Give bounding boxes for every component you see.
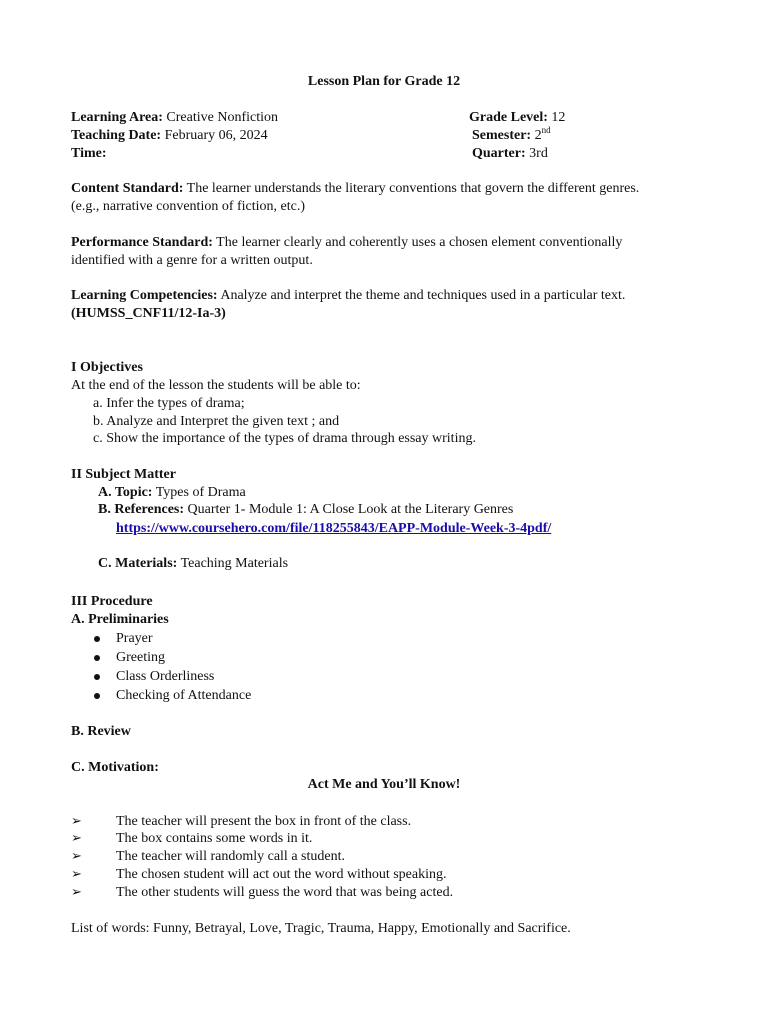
- performance-standard-line2: identified with a genre for a written output.: [71, 253, 313, 268]
- materials: [98, 555, 288, 573]
- arrow-bullet-icon: ➢: [71, 831, 82, 846]
- semester: [472, 127, 551, 145]
- procedure-heading: III Procedure: [71, 594, 153, 609]
- performance-standard-text: The learner clearly and coherently uses a chosen element conventionally: [216, 235, 623, 250]
- preliminaries-heading: A. Preliminaries: [71, 612, 169, 627]
- time-label: Time:: [71, 146, 107, 161]
- semester-value: 2: [534, 128, 542, 143]
- grade-level-value: 12: [551, 110, 566, 125]
- objective-item: c. Show the importance of the types of drama through essay writing.: [93, 431, 476, 446]
- word-list: List of words: Funny, Betrayal, Love, Tragic, Trauma, Happy, Emotionally and Sacrifice.: [71, 921, 571, 936]
- motivation-step: The other students will guess the word that was being acted.: [116, 885, 454, 900]
- content-standard-text: The learner understands the literary conventions that govern the different genres.: [186, 181, 640, 196]
- learning-competencies-text: Analyze and interpret the theme and techniques used in a particular text.: [220, 288, 626, 303]
- quarter-value: 3rd: [529, 146, 548, 161]
- arrow-bullet-icon: ➢: [71, 867, 82, 882]
- references-value: Quarter 1- Module 1: A Close Look at the Literary Genres: [187, 502, 514, 517]
- reference-link-row: [116, 520, 551, 538]
- semester-label: Semester:: [472, 128, 532, 143]
- preliminary-item: Checking of Attendance: [116, 688, 252, 703]
- learning-area-label: Learning Area:: [71, 110, 163, 125]
- document-title: Lesson Plan for Grade 12: [307, 74, 461, 89]
- learning-competencies: [71, 287, 625, 305]
- objective-item: b. Analyze and Interpret the given text ; and: [93, 414, 340, 429]
- teaching-date-value: February 06, 2024: [164, 128, 268, 143]
- topic-value: Types of Drama: [155, 485, 246, 500]
- motivation-step: The chosen student will act out the word without speaking.: [116, 867, 447, 882]
- topic-label: A. Topic:: [98, 485, 153, 500]
- preliminary-item: Class Orderliness: [116, 669, 215, 684]
- quarter-label: Quarter:: [472, 146, 526, 161]
- objective-item: a. Infer the types of drama;: [93, 396, 245, 411]
- motivation-heading: C. Motivation:: [71, 760, 159, 775]
- arrow-bullet-icon: ➢: [71, 814, 82, 829]
- content-standard: [71, 180, 639, 198]
- materials-label: C. Materials:: [98, 556, 178, 571]
- quarter: [472, 145, 548, 163]
- teaching-date-label: Teaching Date:: [71, 128, 162, 143]
- competency-code: (HUMSS_CNF11/12-Ia-3): [71, 306, 226, 321]
- review-heading: B. Review: [71, 724, 131, 739]
- performance-standard-label: Performance Standard:: [71, 235, 213, 250]
- bullet-icon: [94, 674, 100, 680]
- learning-area: [71, 109, 278, 127]
- motivation-step: The teacher will randomly call a student.: [116, 849, 345, 864]
- topic: [98, 484, 246, 502]
- preliminary-item: Prayer: [116, 631, 153, 646]
- motivation-step: The teacher will present the box in front of the class.: [116, 814, 412, 829]
- references-label: B. References:: [98, 502, 185, 517]
- grade-level-label: Grade Level:: [469, 110, 548, 125]
- preliminary-item: Greeting: [116, 650, 165, 665]
- learning-competencies-label: Learning Competencies:: [71, 288, 218, 303]
- bullet-icon: [94, 693, 100, 699]
- semester-suffix: nd: [541, 125, 551, 135]
- objectives-intro: At the end of the lesson the students will be able to:: [71, 378, 361, 393]
- arrow-bullet-icon: ➢: [71, 885, 82, 900]
- bullet-icon: [94, 636, 100, 642]
- learning-area-value: Creative Nonfiction: [166, 110, 278, 125]
- subject-matter-heading: II Subject Matter: [71, 467, 176, 482]
- references: [98, 501, 513, 519]
- materials-value: Teaching Materials: [180, 556, 289, 571]
- activity-title: Act Me and You’ll Know!: [307, 777, 461, 792]
- arrow-bullet-icon: ➢: [71, 849, 82, 864]
- performance-standard: [71, 234, 622, 252]
- content-standard-line2: (e.g., narrative convention of fiction, etc.): [71, 199, 306, 214]
- motivation-step: The box contains some words in it.: [116, 831, 313, 846]
- objectives-heading: I Objectives: [71, 360, 143, 375]
- content-standard-label: Content Standard:: [71, 181, 184, 196]
- bullet-icon: [94, 655, 100, 661]
- reference-link[interactable]: https://www.coursehero.com/file/118255843/EAPP-Module-Week-3-4pdf/: [116, 521, 552, 536]
- teaching-date: [71, 127, 268, 145]
- time: [71, 145, 107, 163]
